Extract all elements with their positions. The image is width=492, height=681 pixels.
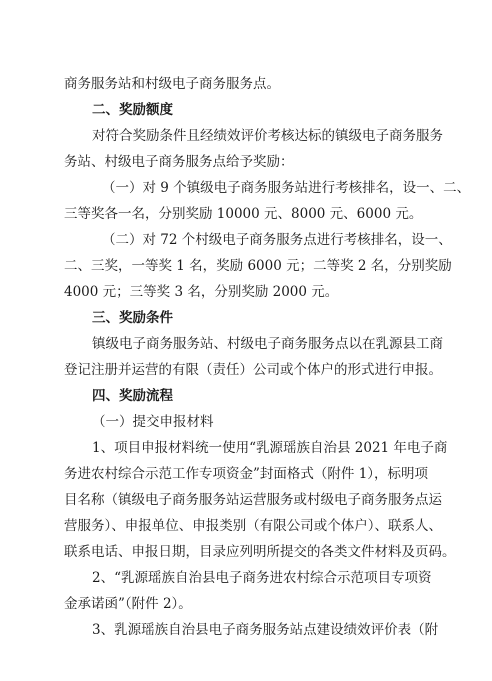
paragraph-line: 1、项目申报材料统一使用“乳源瑶族自治县 2021 年电子商 xyxy=(92,440,448,456)
paragraph-line: 目名称（镇级电子商务服务站运营服务或村级电子商务服务点运 xyxy=(64,492,442,508)
paragraph-line: 二、三奖，一等奖 1 名，奖励 6000 元；二等奖 2 名，分别奖励 xyxy=(64,258,452,274)
section-heading-reward-conditions: 三、奖励条件 xyxy=(92,310,173,326)
paragraph-line: 商务服务站和村级电子商务服务点。 xyxy=(64,76,280,92)
paragraph-line: 4000 元；三等奖 3 名，分别奖励 2000 元。 xyxy=(64,284,339,300)
paragraph-line: 三等奖各一名，分别奖励 10000 元、8000 元、6000 元。 xyxy=(64,206,423,222)
section-heading-reward-process: 四、奖励流程 xyxy=(92,388,173,404)
paragraph-line: 镇级电子商务服务站、村级电子商务服务点以在乳源县工商 xyxy=(92,336,443,352)
paragraph-line: 3、乳源瑶族自治县电子商务服务站点建设绩效评价表（附 xyxy=(92,622,439,638)
paragraph-line: 2、“乳源瑶族自治县电子商务进农村综合示范项目专项资 xyxy=(92,570,432,586)
paragraph-line: （二）对 72 个村级电子商务服务点进行考核排名，设一、 xyxy=(102,232,452,248)
paragraph-line: 务站、村级电子商务服务点给予奖励： xyxy=(64,154,294,170)
paragraph-line: （一）对 9 个镇级电子商务服务站进行考核排名，设一、二、 xyxy=(102,180,471,196)
section-heading-reward-amount: 二、奖励额度 xyxy=(92,102,173,118)
subsection-heading-submit-materials: （一）提交申报材料 xyxy=(92,414,214,430)
paragraph-line: 金承诺函”（附件 2）。 xyxy=(64,596,192,612)
paragraph-line: 营服务）、申报单位、申报类别（有限公司或个体户）、联系人、 xyxy=(64,518,442,534)
paragraph-line: 登记注册并运营的有限（责任）公司或个体户的形式进行申报。 xyxy=(64,362,442,378)
paragraph-line: 对符合奖励条件且经绩效评价考核达标的镇级电子商务服务 xyxy=(92,128,443,144)
paragraph-line: 务进农村综合示范工作专项资金”封面格式（附件 1），标明项 xyxy=(64,466,429,482)
paragraph-line: 联系电话、申报日期，目录应列明所提交的各类文件材料及页码。 xyxy=(64,544,456,560)
